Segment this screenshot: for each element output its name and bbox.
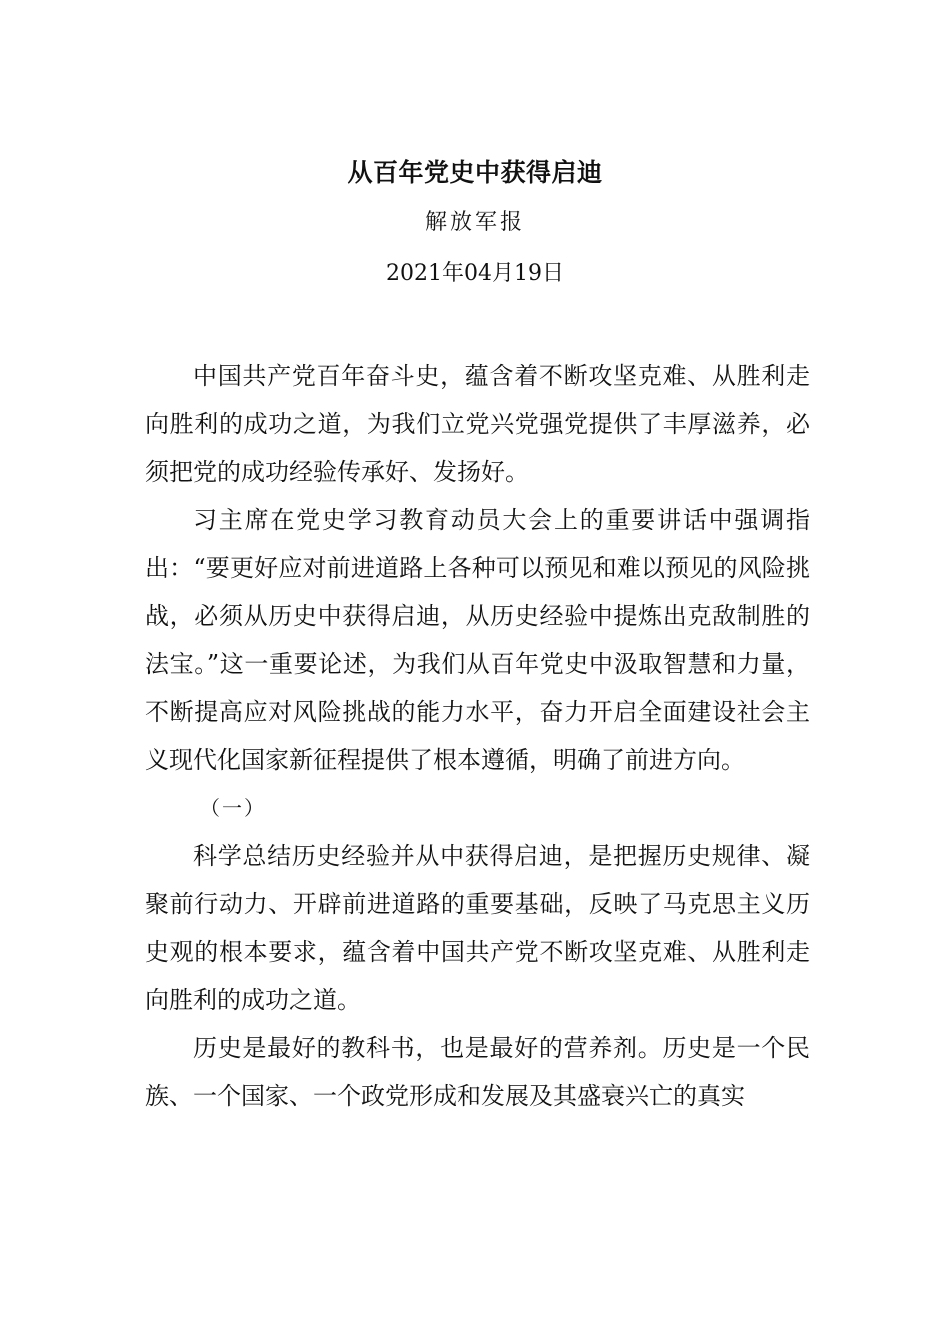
document-body <box>145 352 810 1120</box>
body-paragraph: 习主席在党史学习教育动员大会上的重要讲话中强调指出：“要更好应对前进道路上各种可以预见和难以预见的风险挑战，必须从历史中获得启迪，从历史经验中提炼出克敌制胜的法宝。”这一重要论述，为我们从百年党史中汲取智慧和力量，不断提高应对风险挑战的能力水平，奋力开启全面建设社会主义现代化国家新征程提供了根本遵循，明确了前进方向。 <box>145 506 810 774</box>
section-heading: （一） <box>200 796 266 820</box>
document-source: 解放军报 <box>424 210 525 235</box>
body-paragraph: 中国共产党百年奋斗史，蕴含着不断攻坚克难、从胜利走向胜利的成功之道，为我们立党兴党强党提供了丰厚滋养，必须把党的成功经验传承好、发扬好。 <box>145 362 810 486</box>
body-paragraph: 历史是最好的教科书，也是最好的营养剂。历史是一个民族、一个国家、一个政党形成和发展及其盛衰兴亡的真实 <box>145 1034 810 1110</box>
document-title: 从百年党史中获得启迪 <box>347 158 603 187</box>
body-paragraph: 科学总结历史经验并从中获得启迪，是把握历史规律、凝聚前行动力、开辟前进道路的重要基础，反映了马克思主义历史观的根本要求，蕴含着中国共产党不断攻坚克难、从胜利走向胜利的成功之道。 <box>145 842 810 1014</box>
document-date: 2021年04月19日 <box>386 261 564 286</box>
